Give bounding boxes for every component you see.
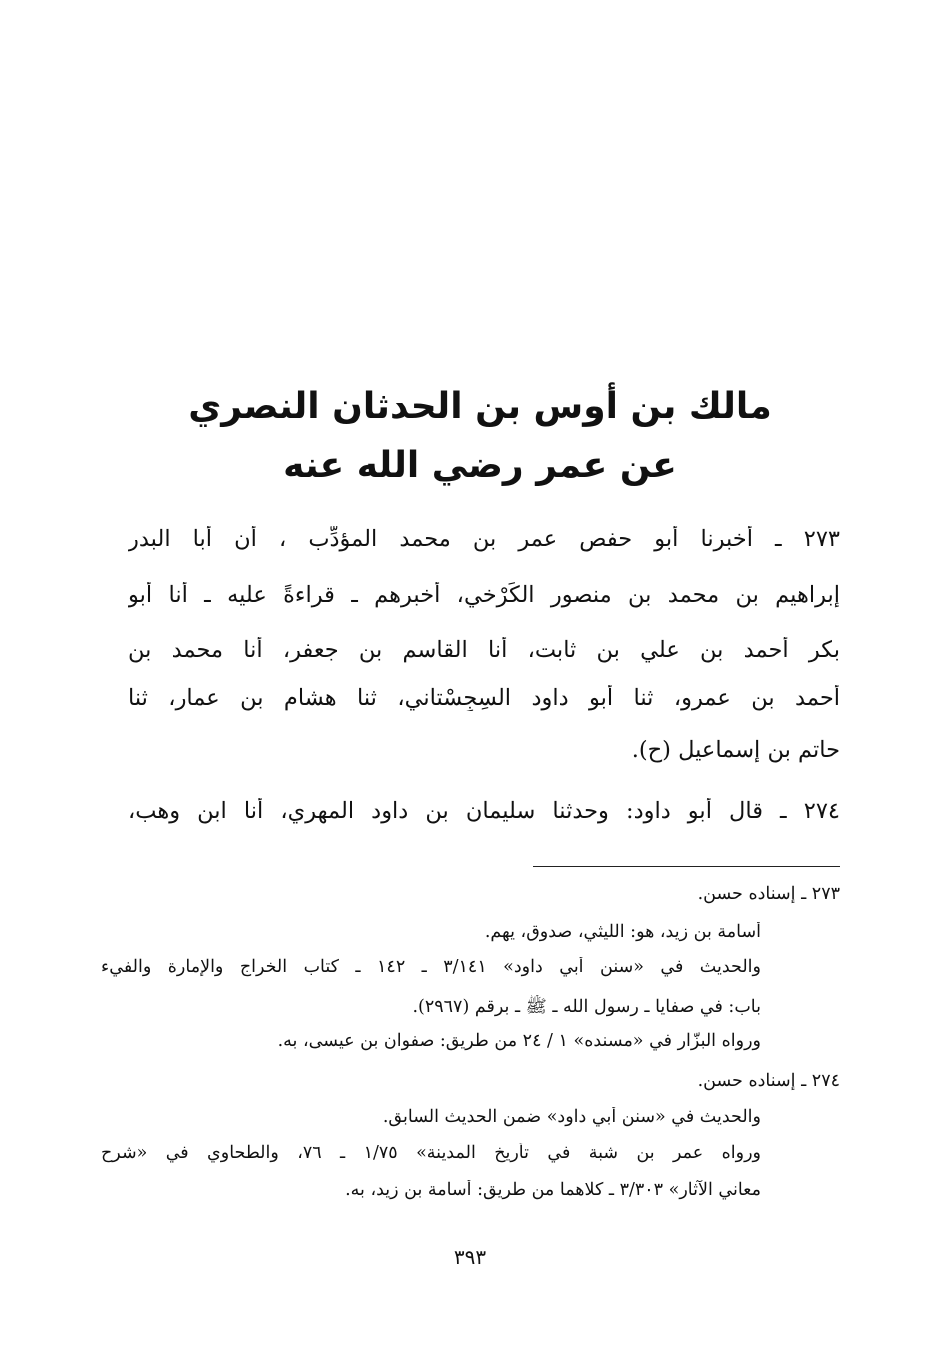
footnote-line: ٢٧٣ ـ إسناده حسن.: [697, 884, 840, 904]
footnote-line: أسامة بن زيد، هو: الليثي، صدوق، يهم.: [484, 922, 761, 942]
footnote-line: معاني الآثار» ٣/٣٠٣ ـ كلاهما من طريق: أسامة بن زيد، به.: [345, 1180, 761, 1200]
footnote-separator: [533, 866, 840, 867]
footnote-line: ورواه البزّار في «مسنده» ١ / ٢٤ من طريق: صفوان بن عيسى، به.: [277, 1031, 761, 1051]
chapter-heading-line-2: عن عمر رضي الله عنه: [283, 445, 677, 486]
body-text-line: إبراهيم بن محمد بن منصور الكَرْخي، أخبرهم ـ قراءةً عليه ـ أنا أبو: [128, 582, 840, 608]
body-text-line: ٢٧٣ ـ أخبرنا أبو حفص عمر بن محمد المؤدِّب ، أن أبا البدر: [128, 526, 840, 552]
chapter-heading-line-1: مالك بن أوس بن الحدثان النصري: [188, 386, 772, 427]
footnote-line: ورواه عمر بن شبة في تأريخ المدينة» ١/٧٥ ـ ٧٦، والطحاوي في «شرح: [101, 1143, 761, 1163]
footnote-line: والحديث في «سنن أبي داود» ٣/١٤١ ـ ١٤٢ ـ كتاب الخراج والإمارة والفيء: [101, 957, 761, 977]
body-text-line: حاتم بن إسماعيل (ح).: [631, 737, 840, 763]
page-number: ٣٩٣: [453, 1245, 487, 1269]
body-text-line: بكر أحمد بن علي بن ثابت، أنا القاسم بن جعفر، أنا محمد بن: [128, 637, 840, 663]
footnote-line: والحديث في «سنن أبي داود» ضمن الحديث السابق.: [382, 1107, 761, 1127]
body-text-line: أحمد بن عمرو، ثنا أبو داود السِجِسْتاني، ثنا هشام بن عمار، ثنا: [128, 685, 840, 711]
footnote-line: ٢٧٤ ـ إسناده حسن.: [697, 1071, 840, 1091]
footnote-line: باب: في صفايا ـ رسول الله ـ ﷺ ـ برقم (٢٩٦٧).: [412, 997, 761, 1017]
body-text-line: ٢٧٤ ـ قال أبو داود: وحدثنا سليمان بن داود المهري، أنا ابن وهب،: [128, 798, 840, 824]
